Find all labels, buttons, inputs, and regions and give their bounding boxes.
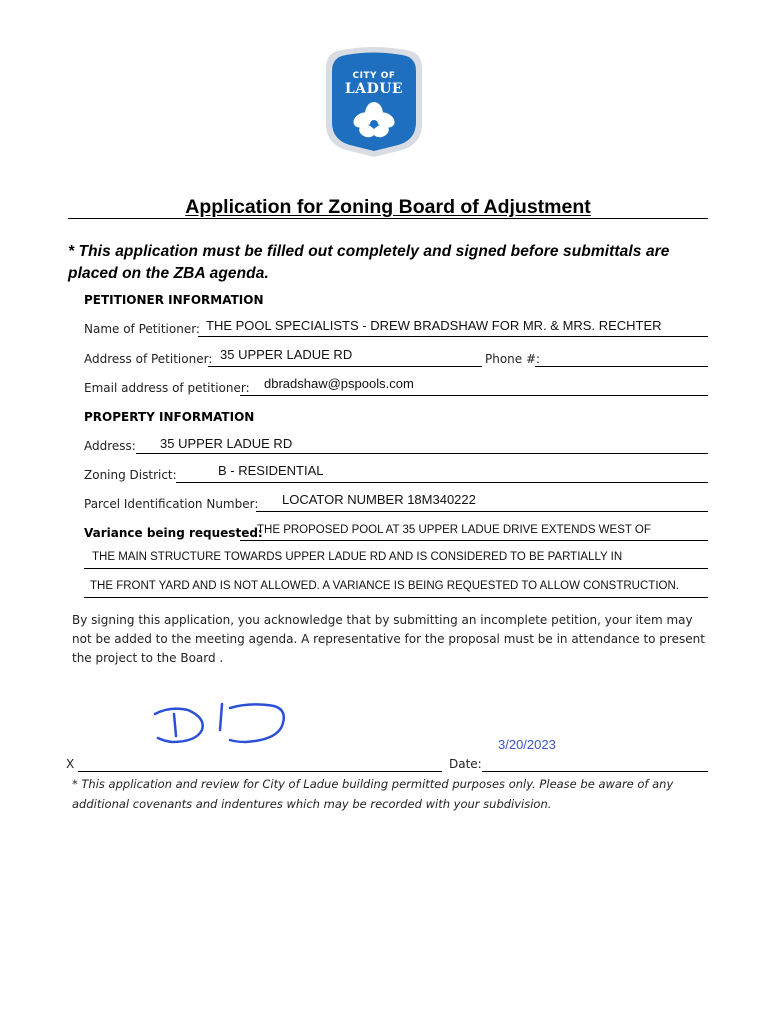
parcel-field[interactable]: LOCATOR NUMBER 18M340222 bbox=[282, 492, 476, 507]
zoning-label: Zoning District: bbox=[84, 468, 177, 482]
variance-line-3[interactable]: THE FRONT YARD AND IS NOT ALLOWED. A VARIANCE IS BEING REQUESTED TO ALLOW CONSTRUCTION. bbox=[90, 580, 679, 592]
petitioner-name-rule bbox=[198, 336, 708, 337]
petitioner-email-field[interactable]: dbradshaw@pspools.com bbox=[264, 376, 414, 391]
variance-line-1[interactable]: THE PROPOSED POOL AT 35 UPPER LADUE DRIVE EXTENDS WEST OF bbox=[257, 524, 651, 536]
city-of-ladue-logo bbox=[318, 44, 430, 158]
petitioner-heading: PETITIONER INFORMATION bbox=[84, 293, 264, 307]
parcel-rule bbox=[256, 511, 708, 512]
petitioner-name-field[interactable]: THE POOL SPECIALISTS - DREW BRADSHAW FOR MR. & MRS. RECHTER bbox=[206, 318, 662, 333]
signature-x-label: X bbox=[66, 757, 75, 771]
shield-logo-icon bbox=[318, 44, 430, 158]
variance-rule-1 bbox=[240, 540, 708, 541]
date-rule bbox=[482, 771, 708, 772]
zoning-field[interactable]: B - RESIDENTIAL bbox=[218, 463, 324, 478]
property-address-field[interactable]: 35 UPPER LADUE RD bbox=[160, 436, 293, 451]
handwritten-signature[interactable] bbox=[150, 700, 300, 750]
logo-line-2: LADUE bbox=[344, 81, 404, 97]
petitioner-email-rule bbox=[240, 395, 708, 396]
variance-label: Variance being requested: bbox=[84, 526, 263, 540]
variance-rule-3 bbox=[84, 597, 708, 598]
property-address-rule bbox=[136, 453, 708, 454]
property-heading: PROPERTY INFORMATION bbox=[84, 410, 255, 424]
date-label: Date: bbox=[449, 757, 482, 771]
property-address-label: Address: bbox=[84, 439, 136, 453]
petitioner-address-label: Address of Petitioner: bbox=[84, 352, 213, 366]
acknowledgement-text: By signing this application, you acknowledge that by submitting an incomplete petition, your item may not be added to the meeting agenda. A representative for the proposal must be in attendance to present the project to the Board . bbox=[72, 613, 705, 665]
variance-line-2[interactable]: THE MAIN STRUCTURE TOWARDS UPPER LADUE RD AND IS CONSIDERED TO BE PARTIALLY IN bbox=[92, 551, 623, 563]
logo-line-1: CITY OF bbox=[352, 71, 396, 81]
signature-date-field[interactable]: 3/20/2023 bbox=[498, 737, 556, 752]
zoning-rule bbox=[176, 482, 708, 483]
parcel-label: Parcel Identification Number: bbox=[84, 497, 259, 511]
petitioner-name-label: Name of Petitioner: bbox=[84, 322, 200, 336]
signature-rule bbox=[78, 771, 442, 772]
phone-label: Phone #: bbox=[485, 352, 541, 366]
variance-rule-2 bbox=[84, 568, 708, 569]
petitioner-email-label: Email address of petitioner: bbox=[84, 381, 250, 395]
page-title: Application for Zoning Board of Adjustment bbox=[185, 196, 591, 218]
filing-notice: * This application must be filled out completely and signed before submittals are placed on the ZBA agenda. bbox=[68, 243, 670, 282]
petitioner-address-field[interactable]: 35 UPPER LADUE RD bbox=[220, 347, 353, 362]
phone-rule bbox=[535, 366, 708, 367]
petitioner-address-rule bbox=[208, 366, 482, 367]
footnote-text: * This application and review for City of Ladue building permitted purposes only. Please be aware of any additional covenants and indentures which may be recorded with your subdivision. bbox=[72, 777, 674, 811]
